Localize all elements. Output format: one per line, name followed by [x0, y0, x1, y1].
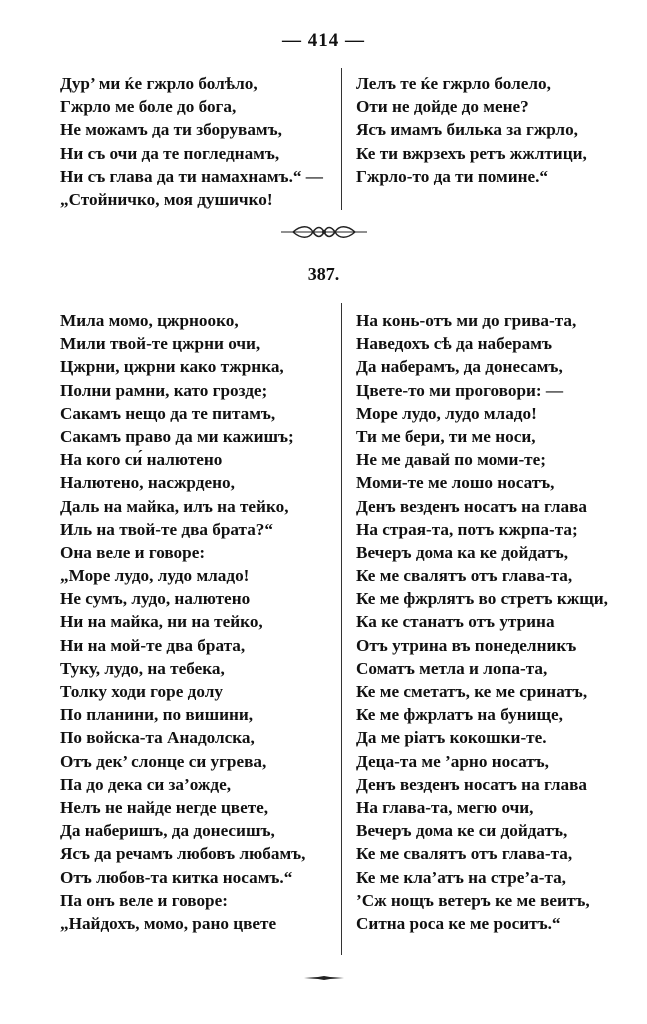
verse-line: Море лудо, лудо младо!	[356, 403, 537, 423]
verse-line: Отъ дек’ слонце си угрева,	[60, 751, 267, 771]
lower-column-rule	[341, 303, 342, 955]
lower-left-column	[60, 309, 305, 935]
verse-line: Ти ме бери, ти ме носи,	[356, 426, 536, 446]
verse-line: Ка ке станатъ отъ утрина	[356, 612, 555, 632]
verse-line: Да наберамъ, да донесамъ,	[356, 357, 563, 377]
poem-number: 387.	[307, 264, 340, 284]
verse-line: Сакамъ нещо да те питамъ,	[60, 403, 276, 423]
verse-line: Да наберишъ, да донесишъ,	[60, 821, 275, 841]
verse-line: На глава-та, мегю очи,	[356, 797, 534, 817]
verse-line: Ясъ имамъ билька за гжрло,	[356, 120, 578, 140]
verse-line: Полни рамни, като грозде;	[60, 380, 268, 400]
verse-line: Гжрло-то да ти помине.“	[356, 166, 549, 186]
verse-line: На конь-отъ ми до грива-та,	[356, 311, 577, 330]
end-ornament	[0, 970, 647, 988]
verse-line: На кого си́ налютено	[60, 450, 223, 470]
verse-line: Ни съ глава да ти намахнамъ.“ —	[60, 166, 323, 186]
upper-column-rule	[341, 68, 342, 210]
verse-line: Отъ утрина въ понеделникъ	[356, 635, 577, 655]
verse-line: „Море лудо, лудо младо!	[60, 566, 250, 586]
verse-line: Моми-те ме лошо носатъ,	[356, 473, 555, 493]
verse-line: Ке ме фжрлятъ во стретъ кжщи,	[356, 589, 608, 609]
verse-line: Денъ везденъ носатъ на глава	[356, 774, 588, 794]
verse-line: Ке ме фжрлатъ на бунище,	[356, 705, 563, 725]
verse-line: Не можамъ да ти зборувамъ,	[60, 120, 282, 140]
verse-line: Не сумъ, лудо, налютено	[60, 589, 251, 609]
verse-line: Наведохъ сѣ да наберамъ	[356, 334, 552, 354]
verse-line: Ситна роса ке ме роситъ.“	[356, 913, 561, 933]
verse-line: Лелъ те ќе гжрло болело,	[356, 74, 551, 93]
verse-line: Вечеръ дома ка ке дойдатъ,	[356, 542, 569, 562]
verse-line: На страя-та, потъ кжрпа-та;	[356, 519, 578, 539]
verse-line: „Стойничко, моя душичко!	[60, 189, 273, 209]
verse-line: По планини, по вишини,	[60, 705, 254, 725]
verse-line: Не ме давай по моми-те;	[356, 450, 546, 470]
lower-right-column	[356, 309, 608, 935]
verse-line: Ке ме кла’атъ на стре’а-та,	[356, 867, 566, 887]
verse-line: „Найдохъ, момо, рано цвете	[60, 913, 277, 933]
verse-line: Нелъ не найде негде цвете,	[60, 797, 269, 817]
verse-line: Да ме ріатъ кокошки-те.	[356, 728, 547, 748]
verse-line: Ке ти вжрзехъ ретъ жжлтици,	[356, 143, 587, 163]
verse-line: Цжрни, цжрни како тжрнка,	[60, 357, 284, 377]
upper-left-column	[60, 72, 323, 211]
verse-line: Денъ везденъ носатъ на глава	[356, 496, 588, 516]
page-number: — 414 —	[282, 30, 365, 51]
verse-line: Соматъ метла и лопа-та,	[356, 658, 548, 678]
verse-line: Па онъ веле и говоре:	[60, 890, 228, 910]
verse-line: Мили твой-те цжрни очи,	[60, 334, 261, 354]
verse-line: Ни съ очи да те погледнамъ,	[60, 143, 280, 163]
verse-line: Оти не дойде до мене?	[356, 97, 529, 117]
verse-line: Ке ме свалятъ отъ глава-та,	[356, 566, 573, 586]
ornament-divider	[0, 224, 647, 245]
verse-line: Налютено, насжрдено,	[60, 473, 235, 493]
upper-right-column	[356, 72, 587, 188]
verse-line: Сакамъ право да ми кажишъ;	[60, 426, 294, 446]
verse-line: Ни на мой-те два брата,	[60, 635, 246, 655]
verse-line: Отъ любов-та китка носамъ.“	[60, 867, 293, 887]
verse-line: Вечеръ дома ке си дойдатъ,	[356, 821, 568, 841]
verse-line: ’Сж нощъ ветеръ ке ме веитъ,	[356, 890, 590, 910]
verse-line: Дур’ ми ќе гжрло болѣло,	[60, 74, 258, 93]
verse-line: Гжрло ме боле до бога,	[60, 97, 237, 117]
verse-line: Деца-та ме ’арно носатъ,	[356, 751, 549, 771]
verse-line: Ке ме свалятъ отъ глава-та,	[356, 844, 573, 864]
verse-line: Па до дека си за’ожде,	[60, 774, 232, 794]
verse-line: Она веле и говоре:	[60, 542, 206, 562]
verse-line: Ни на майка, ни на тейко,	[60, 612, 263, 632]
verse-line: По войска-та Анадолска,	[60, 728, 255, 748]
verse-line: Мила момо, цжрнооко,	[60, 311, 239, 330]
verse-line: Иль на твой-те два брата?“	[60, 519, 273, 539]
verse-line: Цвете-то ми проговори: —	[356, 380, 564, 400]
verse-line: Ясъ да речамъ любовъ любамъ,	[60, 844, 306, 864]
verse-line: Толку ходи горе долу	[60, 682, 223, 701]
verse-line: Туку, лудо, на тебека,	[60, 658, 225, 678]
verse-line: Ке ме сметатъ, ке ме сринатъ,	[356, 682, 588, 701]
verse-line: Даль на майка, илъ на тейко,	[60, 496, 289, 516]
